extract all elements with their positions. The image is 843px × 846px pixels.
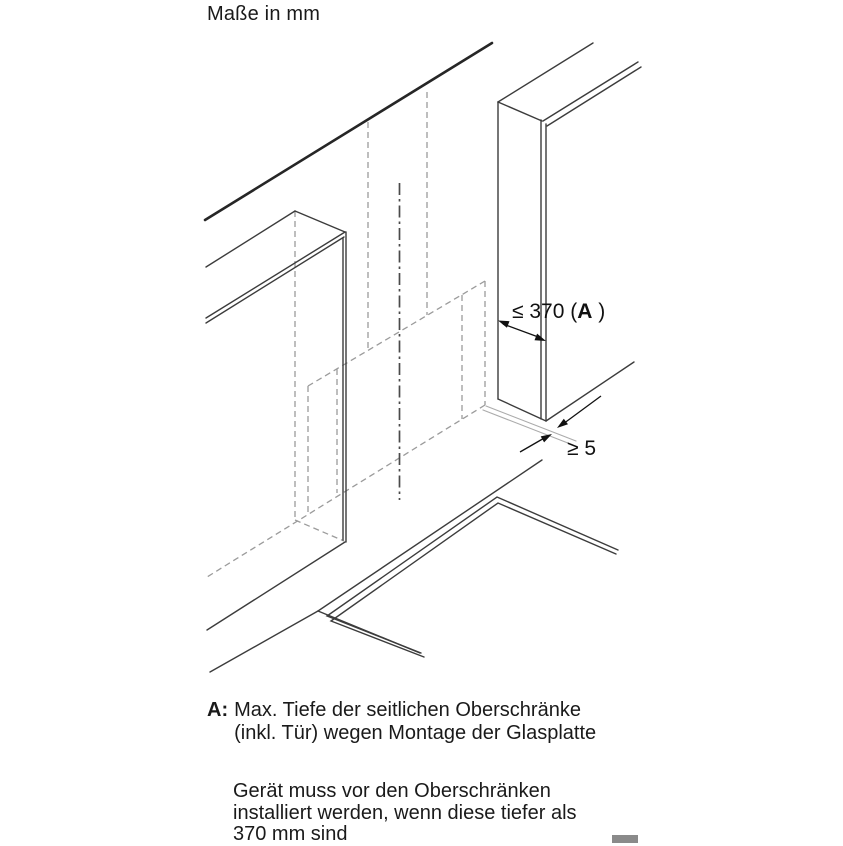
- depth-dimension: [498, 300, 605, 341]
- gap-dimension: [520, 396, 601, 460]
- legend-a: [207, 699, 596, 745]
- page-corner-bar: [612, 835, 638, 843]
- left-cabinet: [206, 211, 346, 630]
- legend-line-1: Max. Tiefe der seitlichen Oberschränke: [234, 699, 581, 721]
- arrowhead-lower-icon: [541, 434, 552, 442]
- note-line-2: installiert werden, wenn diese tiefer als: [233, 801, 577, 824]
- page-title: Maße in mm: [207, 3, 321, 25]
- legend-line-2: (inkl. Tür) wegen Montage der Glasplatte: [234, 722, 597, 744]
- left-cabinet-bottom-depth-edge: [295, 520, 344, 541]
- wall-edge-line: [205, 43, 492, 220]
- note-line-3: 370 mm sind: [233, 823, 348, 845]
- installation-note: [233, 781, 577, 846]
- glass-top-edge: [308, 281, 485, 386]
- note-line-1: Gerät muss vor den Oberschränken: [233, 780, 551, 802]
- legend-key: A:: [207, 699, 229, 721]
- depth-dimension-label: ≤ 370 (A ): [512, 300, 606, 323]
- legend-text: [234, 699, 596, 745]
- right-cabinet: [498, 43, 641, 421]
- gap-dimension-label: ≥ 5: [567, 437, 597, 460]
- arrowhead-left-icon: [498, 321, 510, 328]
- arrowhead-right-icon: [535, 334, 547, 341]
- arrowhead-upper-icon: [557, 419, 568, 428]
- countertop: [210, 460, 618, 672]
